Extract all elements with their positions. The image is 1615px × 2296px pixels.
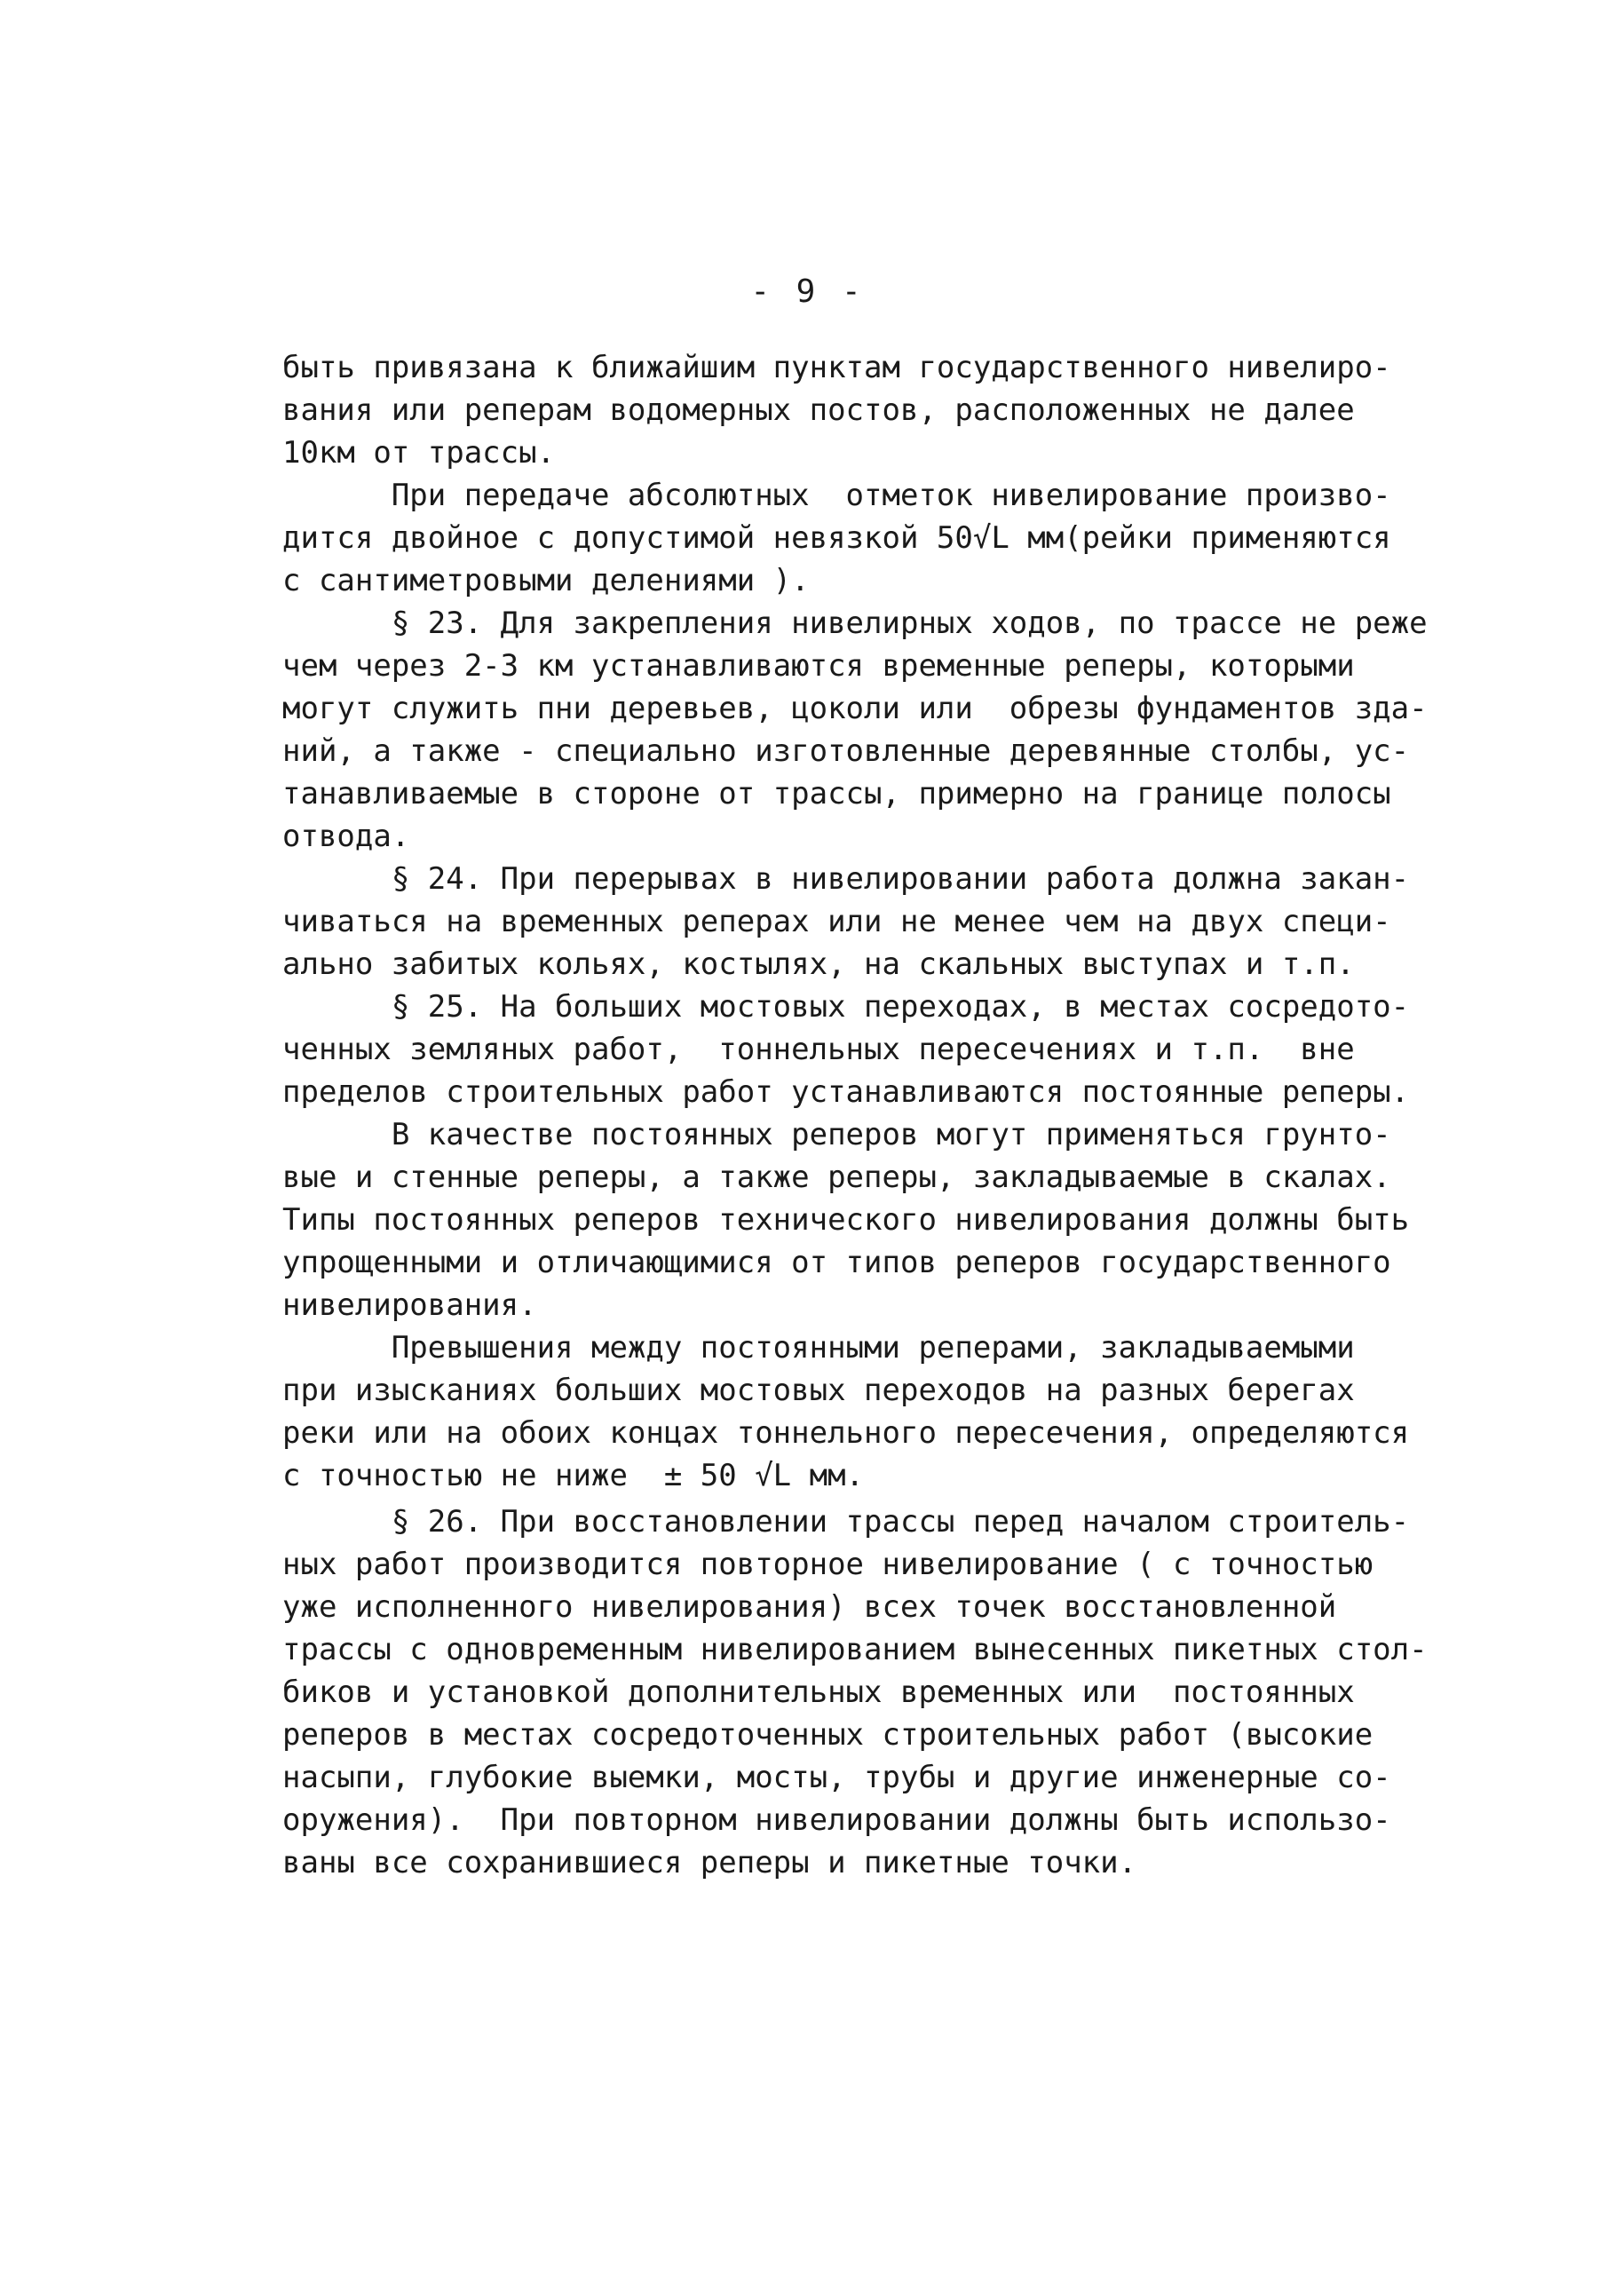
text-line: При передаче абсолютных отметок нивелирование произво- (282, 478, 1391, 513)
text-line: отвода. (282, 819, 410, 854)
text-line: В качестве постоянных реперов могут применяться грунто- (282, 1117, 1391, 1152)
text-line: упрощенными и отличающимися от типов реперов государственного (282, 1245, 1391, 1280)
text-line: ально забитых кольях, костылях, на скальных выступах и т.п. (282, 946, 1355, 982)
text-line: нивелирования. (282, 1287, 537, 1323)
text-line: ваны все сохранившиеся реперы и пикетные точки. (282, 1845, 1137, 1880)
text-line: трассы с одновременным нивелированием вынесенных пикетных стол- (282, 1632, 1428, 1667)
paragraph-block (282, 346, 1428, 1497)
text-line: дится двойное с допустимой невязкой 50√L мм(рейки применяются (282, 520, 1391, 556)
text-line: могут служить пни деревьев, цоколи или обрезы фундаментов зда- (282, 691, 1428, 726)
text-line: 10км от трассы. (282, 435, 556, 471)
text-line: вые и стенные реперы, а также реперы, закладываемые в скалах. (282, 1160, 1391, 1195)
text-line: § 24. При перерывах в нивелировании работа должна закан- (282, 861, 1410, 897)
text-line: чем через 2-3 км устанавливаются временные реперы, которыми (282, 648, 1355, 684)
text-line: быть привязана к ближайшим пунктам государственного нивелиро- (282, 350, 1391, 385)
text-line: Превышения между постоянными реперами, закладываемыми (282, 1330, 1355, 1366)
text-line: § 26. При восстановлении трассы перед началом строитель- (282, 1504, 1410, 1540)
text-line: § 23. Для закрепления нивелирных ходов, по трассе не реже (282, 606, 1428, 641)
text-line: реки или на обоих концах тоннельного пересечения, определяются (282, 1415, 1410, 1451)
text-line: биков и установкой дополнительных временных или постоянных (282, 1674, 1355, 1710)
text-line: ченных земляных работ, тоннельных пересечениях и т.п. вне (282, 1032, 1355, 1067)
page-number: - 9 - (750, 273, 865, 310)
text-line: ний, а также - специально изготовленные деревянные столбы, ус- (282, 733, 1410, 769)
text-line: пределов строительных работ устанавливаются постоянные реперы. (282, 1074, 1410, 1110)
text-line: ных работ производится повторное нивелирование ( с точностью (282, 1547, 1374, 1582)
text-line: реперов в местах сосредоточенных строительных работ (высокие (282, 1717, 1374, 1753)
text-line: при изысканиях больших мостовых переходов на разных берегах (282, 1373, 1355, 1408)
text-line: с сантиметровыми делениями ). (282, 563, 810, 598)
text-line: танавливаемые в стороне от трассы, примерно на границе полосы (282, 776, 1391, 812)
text-line: Типы постоянных реперов технического нивелирования должны быть (282, 1202, 1410, 1238)
text-line: насыпи, глубокие выемки, мосты, трубы и другие инженерные со- (282, 1760, 1391, 1795)
text-line: § 25. На больших мостовых переходах, в местах сосредото- (282, 989, 1410, 1025)
text-line: чиваться на временных реперах или не менее чем на двух специ- (282, 904, 1391, 939)
text-line: вания или реперам водомерных постов, расположенных не далее (282, 392, 1355, 428)
text-line: оружения). При повторном нивелировании должны быть использо- (282, 1802, 1391, 1838)
paragraph-block (282, 1500, 1428, 1884)
text-line: с точностью не ниже ± 50 √L мм. (282, 1458, 865, 1493)
text-line: уже исполненного нивелирования) всех точек восстановленной (282, 1589, 1337, 1625)
